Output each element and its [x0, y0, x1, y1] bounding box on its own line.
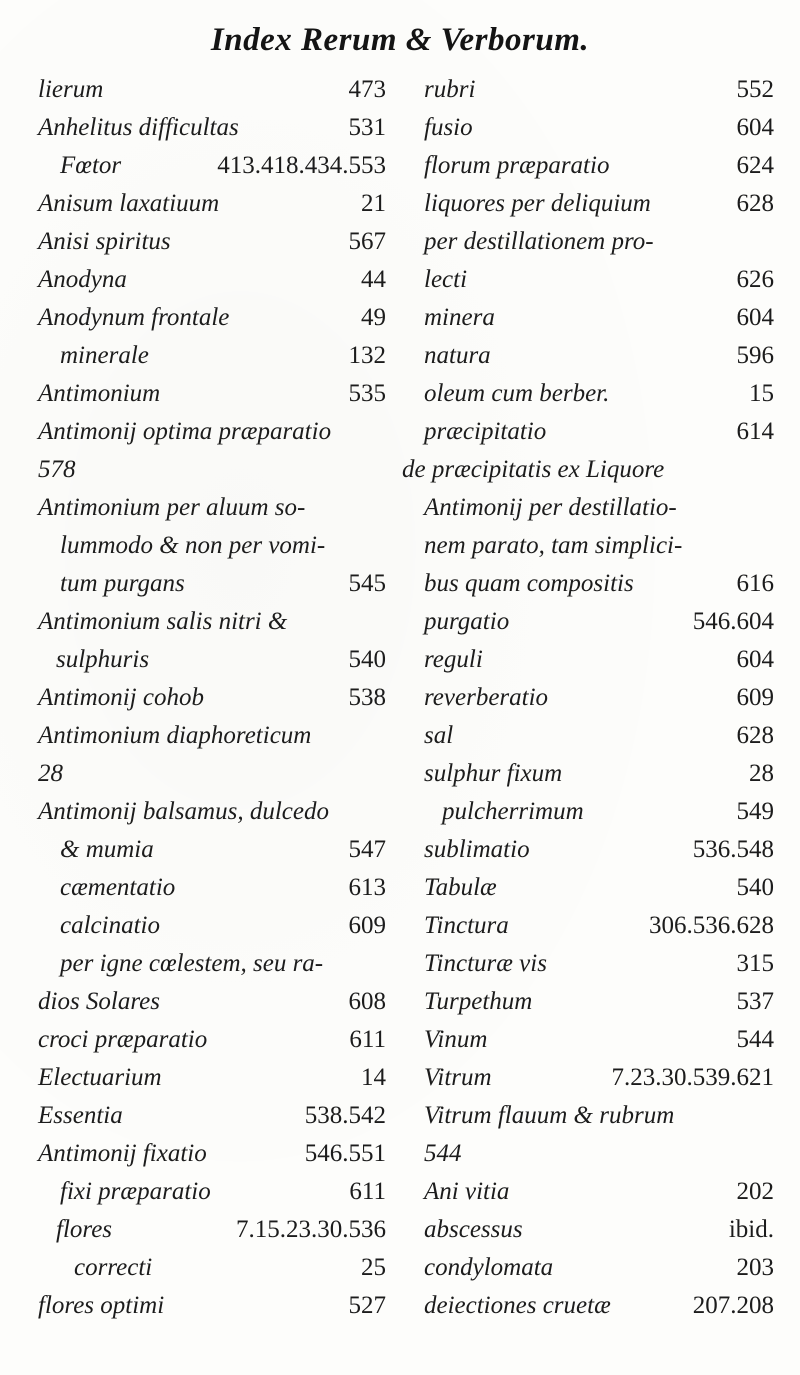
- index-term: fusio: [424, 114, 473, 141]
- index-term: dios Solares: [38, 988, 160, 1015]
- index-term: rubri: [424, 76, 476, 103]
- index-term: lierum: [38, 76, 104, 103]
- index-term: lummodo & non per vomi-: [60, 532, 326, 559]
- index-page-refs: 537: [736, 988, 774, 1015]
- index-page-refs: 540: [736, 874, 774, 901]
- index-entry: [402, 946, 774, 982]
- index-term: oleum cum berber.: [424, 380, 610, 407]
- index-page-refs: 315: [736, 950, 774, 977]
- index-entry: [402, 566, 774, 602]
- index-page-refs: 611: [349, 1026, 386, 1053]
- index-term: Tinctura: [424, 912, 509, 939]
- index-entry: [38, 908, 386, 944]
- index-page-refs: 413.418.434.553: [217, 152, 386, 179]
- index-page-refs: 616: [736, 570, 774, 597]
- index-page-refs: 628: [736, 190, 774, 217]
- index-page-refs: 596: [736, 342, 774, 369]
- index-term: minera: [424, 304, 495, 331]
- index-page-refs: 540: [348, 646, 386, 673]
- index-term: Antimonium per aluum so-: [38, 494, 306, 521]
- index-term: cæmentatio: [60, 874, 176, 901]
- index-term: Antimonij fixatio: [38, 1140, 207, 1167]
- index-entry: [38, 186, 386, 222]
- index-term: reguli: [424, 646, 483, 673]
- index-term: Electuarium: [38, 1064, 162, 1091]
- index-term: tum purgans: [60, 570, 185, 597]
- index-page-refs: 15: [749, 380, 774, 407]
- index-term: Vinum: [424, 1026, 488, 1053]
- index-entry: [38, 1250, 386, 1286]
- index-page-refs: 49: [361, 304, 386, 331]
- index-entry: [38, 604, 386, 640]
- index-term: bus quam compositis: [424, 570, 634, 597]
- index-term: Tabulæ: [424, 874, 497, 901]
- index-page-refs: 132: [348, 342, 386, 369]
- index-page-refs: 628: [736, 722, 774, 749]
- index-page-refs: 7.15.23.30.536: [236, 1216, 386, 1243]
- index-term: pulcherrimum: [442, 798, 584, 825]
- index-term: fixi præparatio: [60, 1178, 211, 1205]
- index-term: Antimonij balsamus, dulcedo: [38, 798, 329, 825]
- index-term: deiectiones cruetæ: [424, 1292, 611, 1319]
- index-page-refs: 7.23.30.539.621: [611, 1064, 774, 1091]
- index-term: Antimonij per destillatio-: [424, 494, 677, 521]
- index-entry: [402, 1288, 774, 1324]
- index-entry: [38, 718, 386, 754]
- index-entry: [38, 452, 386, 488]
- index-page-refs: 545: [348, 570, 386, 597]
- index-entry: [38, 756, 386, 792]
- index-page-refs: 14: [361, 1064, 386, 1091]
- index-entry: [38, 1022, 386, 1058]
- index-term: liquores per deliquium: [424, 190, 651, 217]
- index-entry: [38, 224, 386, 260]
- index-entry: [402, 908, 774, 944]
- index-term: Antimonij cohob: [38, 684, 204, 711]
- index-term: Antimonium diaphoreticum: [38, 722, 312, 749]
- index-term: Antimonium salis nitri &: [38, 608, 288, 635]
- index-term: per igne cœlestem, seu ra-: [60, 950, 324, 977]
- index-page-refs: 604: [736, 646, 774, 673]
- index-term: sulphuris: [56, 646, 150, 673]
- index-entry: [402, 870, 774, 906]
- index-entry: [402, 186, 774, 222]
- index-entry: [402, 794, 774, 830]
- index-term: abscessus: [424, 1216, 523, 1243]
- index-term: correcti: [74, 1254, 153, 1281]
- index-entry: [38, 72, 386, 108]
- index-entry: [38, 642, 386, 678]
- index-term: Essentia: [38, 1102, 123, 1129]
- index-page-refs: 609: [348, 912, 386, 939]
- index-page-refs: 473: [348, 76, 386, 103]
- page-header: Index Rerum & Verborum.: [210, 22, 590, 58]
- index-entry: [402, 642, 774, 678]
- index-term: sal: [424, 722, 454, 749]
- index-term: calcinatio: [60, 912, 160, 939]
- index-entry: [402, 262, 774, 298]
- index-entry: [402, 148, 774, 184]
- index-term: reverberatio: [424, 684, 549, 711]
- index-page-refs: 207.208: [692, 1292, 774, 1319]
- index-entry: [38, 528, 386, 564]
- index-entry: [402, 756, 774, 792]
- index-term: 28: [38, 760, 63, 787]
- index-page-refs: 527: [348, 1292, 386, 1319]
- index-term: Antimonij optima præparatio: [38, 418, 332, 445]
- index-page-refs: 547: [348, 836, 386, 863]
- index-term: Tincturæ vis: [424, 950, 547, 977]
- index-entry: [38, 946, 386, 982]
- index-page-refs: 567: [348, 228, 386, 255]
- index-term: Turpethum: [424, 988, 533, 1015]
- index-page-refs: 25: [361, 1254, 386, 1281]
- index-entry: [402, 528, 774, 564]
- index-entry: [38, 376, 386, 412]
- index-entry: [402, 414, 774, 450]
- index-page-refs: 609: [736, 684, 774, 711]
- index-term: præcipitatio: [424, 418, 547, 445]
- index-page-refs: 306.536.628: [649, 912, 774, 939]
- index-page-refs: 624: [736, 152, 774, 179]
- index-term: Vitrum: [424, 1064, 492, 1091]
- index-entry: [38, 490, 386, 526]
- index-term: de præcipitatis ex Liquore: [402, 456, 665, 483]
- index-entry: [402, 718, 774, 754]
- index-entry: [38, 338, 386, 374]
- index-entry: [402, 1174, 774, 1210]
- index-term: flores optimi: [38, 1292, 165, 1319]
- index-term: Anodyna: [38, 266, 127, 293]
- index-page-refs: 604: [736, 304, 774, 331]
- index-entry: [38, 566, 386, 602]
- index-term: Vitrum flauum & rubrum: [424, 1102, 675, 1129]
- index-page-refs: 604: [736, 114, 774, 141]
- index-entry: [402, 1060, 774, 1096]
- index-page-refs: 549: [736, 798, 774, 825]
- index-entry: [38, 870, 386, 906]
- index-term: Antimonium: [38, 380, 161, 407]
- index-page-refs: 614: [736, 418, 774, 445]
- index-term: 544: [424, 1140, 462, 1167]
- index-page-refs: 626: [736, 266, 774, 293]
- index-page-refs: 536.548: [692, 836, 774, 863]
- index-entry: [402, 604, 774, 640]
- index-entry: [38, 832, 386, 868]
- index-page-refs: 613: [348, 874, 386, 901]
- index-entry: [402, 72, 774, 108]
- index-entry: [38, 794, 386, 830]
- index-entry: [38, 1060, 386, 1096]
- index-entry: [38, 1174, 386, 1210]
- index-entry: [402, 984, 774, 1020]
- index-term: croci præparatio: [38, 1026, 208, 1053]
- index-term: 578: [38, 456, 76, 483]
- index-page-refs: 202: [736, 1178, 774, 1205]
- index-entry: [38, 1288, 386, 1324]
- index-page-refs: 552: [736, 76, 774, 103]
- index-entry: [402, 300, 774, 336]
- index-page-refs: 531: [348, 114, 386, 141]
- index-entry: [402, 832, 774, 868]
- index-term: minerale: [60, 342, 149, 369]
- index-term: lecti: [424, 266, 468, 293]
- index-page-refs: 44: [361, 266, 386, 293]
- index-term: Fœtor: [60, 152, 122, 179]
- index-page-refs: 203: [736, 1254, 774, 1281]
- index-page-refs: 546.604: [692, 608, 774, 635]
- index-page-refs: 538: [348, 684, 386, 711]
- index-term: & mumia: [60, 836, 154, 863]
- index-term: sulphur fixum: [424, 760, 563, 787]
- index-page-refs: 546.551: [304, 1140, 386, 1167]
- index-page-refs: ibid.: [728, 1216, 774, 1243]
- index-entry: [38, 984, 386, 1020]
- index-term: flores: [56, 1216, 113, 1243]
- index-entry: [38, 1136, 386, 1172]
- index-entry: [402, 1136, 774, 1172]
- index-term: sublimatio: [424, 836, 530, 863]
- index-term: condylomata: [424, 1254, 554, 1281]
- index-term: Anisi spiritus: [38, 228, 171, 255]
- index-page-refs: 611: [349, 1178, 386, 1205]
- index-entry: [402, 1098, 774, 1134]
- index-page-refs: 538.542: [304, 1102, 386, 1129]
- index-page-refs: 21: [361, 190, 386, 217]
- index-page-refs: 28: [749, 760, 774, 787]
- index-entry: [402, 452, 774, 488]
- index-term: Anodynum frontale: [38, 304, 230, 331]
- index-page-refs: 608: [348, 988, 386, 1015]
- index-term: Anisum laxatiuum: [38, 190, 220, 217]
- index-entry: [38, 300, 386, 336]
- index-term: per destillationem pro-: [424, 228, 654, 255]
- index-entry: [38, 262, 386, 298]
- index-term: Ani vitia: [424, 1178, 510, 1205]
- index-entry: [402, 490, 774, 526]
- index-entry: [402, 376, 774, 412]
- index-entry: [38, 1098, 386, 1134]
- index-term: natura: [424, 342, 491, 369]
- index-entry: [402, 1022, 774, 1058]
- index-term: nem parato, tam simplici-: [424, 532, 683, 559]
- index-entry: [402, 338, 774, 374]
- index-page-refs: 535: [348, 380, 386, 407]
- index-entry: [402, 1250, 774, 1286]
- index-term: Anhelitus difficultas: [38, 114, 239, 141]
- index-entry: [402, 1212, 774, 1248]
- index-entry: [402, 680, 774, 716]
- index-entry: [38, 414, 386, 450]
- index-term: florum præparatio: [424, 152, 610, 179]
- index-entry: [402, 110, 774, 146]
- index-page-refs: 544: [736, 1026, 774, 1053]
- index-entry: [402, 224, 774, 260]
- index-entry: [38, 1212, 386, 1248]
- index-term: purgatio: [424, 608, 510, 635]
- index-entry: [38, 110, 386, 146]
- index-entry: [38, 680, 386, 716]
- index-entry: [38, 148, 386, 184]
